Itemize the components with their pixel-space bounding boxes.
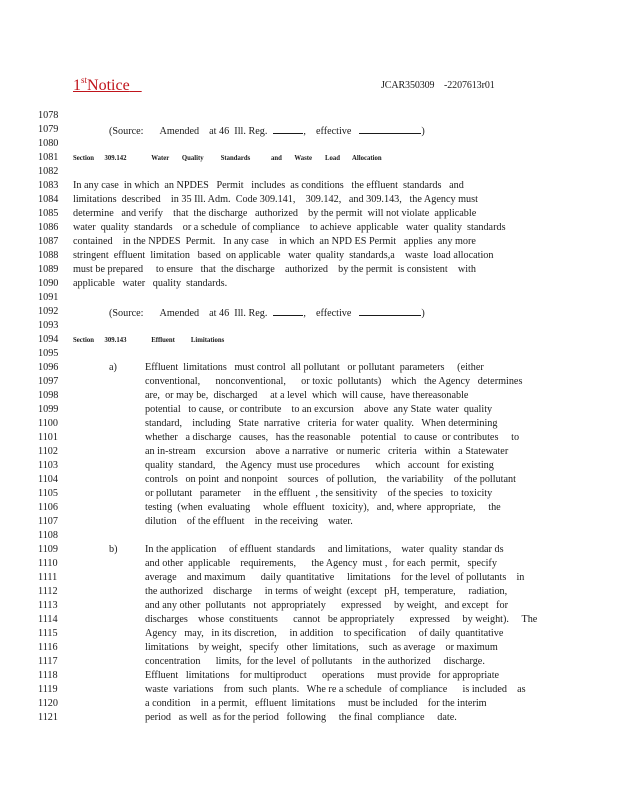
line-number: 1080	[38, 138, 59, 149]
line-number: 1100	[38, 418, 58, 429]
line-number: 1104	[38, 474, 58, 485]
line-number: 1114	[38, 614, 58, 625]
subsection-line: quality standard, the Agency must use procedures which account for existing	[145, 460, 494, 471]
subsection-line: Agency may, in its discretion, in addition to specification of daily quantitative	[145, 628, 504, 639]
line-number: 1098	[38, 390, 59, 401]
line-number: 1089	[38, 264, 59, 275]
paragraph-line: determine and verify that the discharge authorized by the permit will not violate applicable	[73, 208, 477, 219]
line-number: 1088	[38, 250, 59, 261]
subsection-line: Effluent limitations for multiproduct operations must provide for appropriate	[145, 670, 500, 681]
line-number: 1082	[38, 166, 59, 177]
subsection-line: and any other pollutants not appropriately expressed by weight, and except for	[145, 600, 508, 611]
paragraph-line: stringent effluent limitation based on applicable water quality standards,a waste load allocation	[73, 250, 494, 261]
line-number: 1102	[38, 446, 58, 457]
section-309-142-heading: Section 309.142 Water Quality Standards and Waste Load Allocation	[73, 153, 382, 162]
line-number: 1119	[38, 684, 58, 695]
line-number: 1115	[38, 628, 58, 639]
subsection-line: controls on point and nonpoint sources of pollution, the variability of the pollutant	[145, 474, 516, 485]
subsection-line: In the application of effluent standards and limitations, water quality standar ds	[145, 544, 504, 555]
subsection-line: are, or may be, discharged at a level which will cause, have thereasonable	[145, 390, 469, 401]
notice-prefix: 1	[73, 77, 81, 94]
notice-superscript: st	[81, 75, 88, 85]
subsection-line: discharges whose constituents cannot be appropriately expressed by weight). The	[145, 614, 538, 625]
subsection-line: Effluent limitations must control all pollutant or pollutant parameters (either	[145, 362, 484, 373]
subsection-marker: b)	[109, 544, 118, 555]
source-note-2: (Source: Amended at 46 Ill. Reg. , effective )	[109, 308, 425, 319]
line-number: 1079	[38, 124, 59, 135]
reg-page-blank	[273, 306, 303, 316]
line-number: 1101	[38, 432, 58, 443]
line-number: 1108	[38, 530, 58, 541]
paragraph-line: water quality standards or a schedule of compliance to achieve applicable water quality standards	[73, 222, 506, 233]
paragraph-line: limitations described in 35 Ill. Adm. Code 309.141, 309.142, and 309.143, the Agency must	[73, 194, 478, 205]
line-number: 1081	[38, 152, 59, 163]
reg-page-blank	[273, 124, 303, 134]
subsection-line: limitations by weight, specify other limitations, such as average or maximum	[145, 642, 498, 653]
line-number: 1117	[38, 656, 58, 667]
subsection-line: potential to cause, or contribute to an excursion above any State water quality	[145, 404, 493, 415]
line-number: 1090	[38, 278, 59, 289]
subsection-line: average and maximum daily quantitative limitations for the level of pollutants in	[145, 572, 525, 583]
line-number: 1078	[38, 110, 59, 121]
line-number: 1094	[38, 334, 59, 345]
line-number: 1086	[38, 222, 59, 233]
paragraph-line: In any case in which an NPDES Permit includes as conditions the effluent standards and	[73, 180, 464, 191]
line-number: 1091	[38, 292, 59, 303]
effective-date-blank	[359, 306, 421, 316]
line-number: 1109	[38, 544, 58, 555]
source-note-1: (Source: Amended at 46 Ill. Reg. , effective )	[109, 126, 425, 137]
notice-title	[73, 75, 142, 95]
line-number: 1103	[38, 460, 58, 471]
paragraph-line: contained in the NPDES Permit. In any case in which an NPD ES Permit applies any more	[73, 236, 476, 247]
line-number: 1110	[38, 558, 58, 569]
line-number: 1105	[38, 488, 58, 499]
line-number: 1121	[38, 712, 58, 723]
line-number: 1111	[38, 572, 58, 583]
line-number: 1097	[38, 376, 59, 387]
line-number: 1084	[38, 194, 59, 205]
subsection-line: waste variations from such plants. Whe re a schedule of compliance is included as	[145, 684, 526, 695]
subsection-line: a condition in a permit, effluent limitations must be included for the interim	[145, 698, 487, 709]
paragraph-line: must be prepared to ensure that the discharge authorized by the permit is consistent with	[73, 264, 476, 275]
line-number: 1107	[38, 516, 58, 527]
line-number: 1085	[38, 208, 59, 219]
subsection-marker: a)	[109, 362, 117, 373]
effective-date-blank	[359, 124, 421, 134]
line-number: 1083	[38, 180, 59, 191]
notice-word: Notice	[87, 77, 130, 94]
line-number: 1118	[38, 670, 58, 681]
subsection-line: testing (when evaluating whole effluent toxicity), and, where appropriate, the	[145, 502, 501, 513]
subsection-line: or pollutant parameter in the effluent , the sensitivity of the species to toxicity	[145, 488, 493, 499]
subsection-line: concentration limits, for the level of pollutants in the authorized discharge.	[145, 656, 485, 667]
line-number: 1093	[38, 320, 59, 331]
line-number: 1116	[38, 642, 58, 653]
subsection-line: period as well as for the period following the final compliance date.	[145, 712, 457, 723]
subsection-line: dilution of the effluent in the receiving water.	[145, 516, 353, 527]
subsection-line: and other applicable requirements, the Agency must , for each permit, specify	[145, 558, 497, 569]
subsection-line: standard, including State narrative criteria for water quality. When determining	[145, 418, 498, 429]
subsection-line: the authorized discharge in terms of weight (except pH, temperature, radiation,	[145, 586, 508, 597]
line-number: 1096	[38, 362, 59, 373]
line-number: 1092	[38, 306, 59, 317]
line-number: 1099	[38, 404, 59, 415]
line-number: 1087	[38, 236, 59, 247]
paragraph-line: applicable water quality standards.	[73, 278, 228, 289]
document-code: JCAR350309 -2207613r01	[381, 80, 495, 91]
section-309-143-heading: Section 309.143 Effluent Limitations	[73, 335, 225, 344]
line-number: 1120	[38, 698, 58, 709]
line-number: 1112	[38, 586, 58, 597]
subsection-line: an in-stream excursion above a narrative or numeric criteria within a Statewater	[145, 446, 509, 457]
line-number: 1106	[38, 502, 58, 513]
line-number: 1113	[38, 600, 58, 611]
subsection-line: conventional, nonconventional, or toxic pollutants) which the Agency determines	[145, 376, 523, 387]
line-number: 1095	[38, 348, 59, 359]
subsection-line: whether a discharge causes, has the reasonable potential to cause or contributes to	[145, 432, 520, 443]
